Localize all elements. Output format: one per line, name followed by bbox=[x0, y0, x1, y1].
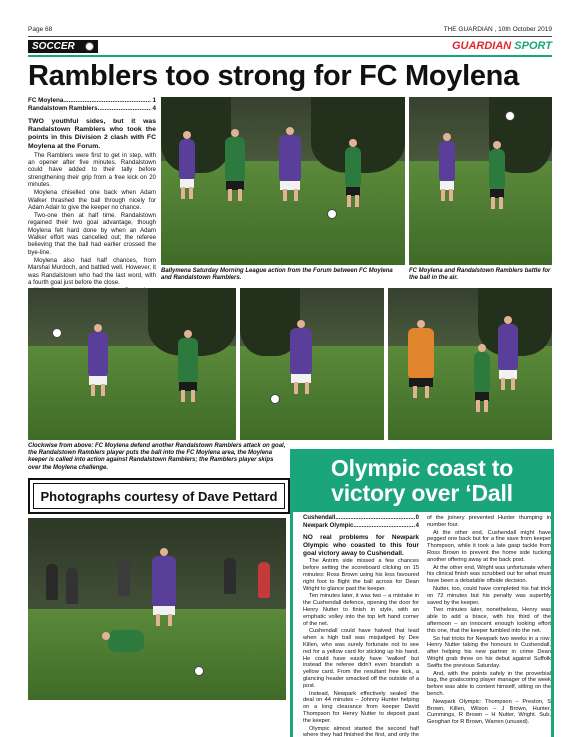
team-score: 4 bbox=[152, 105, 156, 112]
second-story-column-left bbox=[303, 515, 419, 737]
team-score: 4 bbox=[415, 522, 419, 529]
main-story-column bbox=[28, 97, 156, 309]
photo-caption-row: Clockwise from above: FC Moylena defend another Randalstown Ramblers attack on goal, the Randalstown Ramblers player puts the ball into the FC Moylena area, the Moylena keeper is called into action against Randalstown Ramblers; the Ramblers player skips over the Moylena challenge. bbox=[28, 443, 286, 471]
section-tag-label: SOCCER bbox=[32, 41, 75, 52]
story-paragraph: Nutter, too, could have completed his hat trick on 72 minutes but his penalty was superbly saved by the keeper. bbox=[427, 585, 551, 606]
guardian-sport-logo bbox=[452, 40, 552, 52]
match-photo-3 bbox=[28, 288, 236, 440]
story-paragraph: So hat tricks for Newpark two weeks in a row; Henry Nutter taking the honours in Cushendall, after helping his new partner in crime Dean Wright grab three on his debut against Suffolk Swifts the previous Saturday. bbox=[427, 635, 551, 669]
match-photo-1 bbox=[161, 97, 405, 265]
page-number: Page 68 bbox=[28, 26, 53, 33]
second-story-column-right bbox=[427, 515, 551, 726]
football-icon bbox=[85, 42, 94, 51]
second-story-box bbox=[290, 449, 554, 737]
story-paragraph: Olympic almost started the second half where they had finished the first, and only the bbox=[303, 725, 419, 737]
brand-sport: SPORT bbox=[514, 40, 552, 52]
match-photo-2 bbox=[409, 97, 552, 265]
story-paragraph: Moylena also had half chances, from Marshal Murdoch, and battled well. However, it was Randalstown who had the last word, with a fourth goal just before the close. bbox=[28, 256, 156, 286]
team-score: 1 bbox=[152, 97, 156, 104]
story-paragraph: The Ramblers were first to get in step, with an opener after five minutes. Randalstown could have added to their tally before strengthening their grip from a free kick on 20 minutes. bbox=[28, 151, 156, 188]
score-line bbox=[303, 523, 419, 531]
story-paragraph: Newpark Olympic: Thompson – Preston, S Brown, Killen, Wilson – J Brown, Hunter, Cummings, R Brown – H Nutter, Wright. Sub, Geoghan for R Brown, Warren (unused). bbox=[427, 698, 551, 726]
score-line bbox=[28, 105, 156, 113]
match-photo-6 bbox=[28, 518, 286, 700]
story-paragraph: Cushendall could have halved that lead when a high ball was misjudged by Dee Killen, who was surely fortunate not to see red for a yellow card for sticking up his hand. He could have easily have 'walked' but instead the referee didn't even brandish a yellow card. From the resultant free kick, a glancing header smacked off the outside of a post. bbox=[303, 628, 419, 689]
story-paragraph: And, with the points safely in the proverbial bag, the goalscoring player manager of the week before was able to content himself, sitting on the bench. bbox=[427, 670, 551, 697]
score-line bbox=[303, 515, 419, 523]
photo-caption-2: FC Moylena and Randalstown Ramblers battle for the ball in the air. bbox=[409, 268, 551, 282]
main-headline: Ramblers too strong for FC Moylena bbox=[28, 60, 519, 92]
photo-caption-1: Ballymena Saturday Morning League action from the Forum between FC Moylena and Randalstown Ramblers. bbox=[161, 268, 393, 282]
top-bar bbox=[28, 24, 552, 36]
photo-credit-box bbox=[28, 478, 290, 514]
brand-guardian: GUARDIAN bbox=[451, 40, 512, 52]
team-name: Newpark Olympic bbox=[303, 522, 354, 529]
story-paragraph: of the joinery prevented Hunter thumping in number four. bbox=[427, 515, 551, 528]
match-photo-4 bbox=[240, 288, 384, 440]
second-headline: Olympic coast to victory over ‘Dall bbox=[293, 452, 551, 512]
story-paragraph: At the other end, Cushendall might have pegged one back but for a fine save from keeper Thompson, while it took a late gasp tackle from Ross Brown to prevent the home side tucking another offering away at the back post. bbox=[427, 529, 551, 563]
top-rule bbox=[28, 36, 552, 37]
story-lead: NO real problems for Newpark Olympic who coasted to this four goal victory away to Cushendall. bbox=[303, 534, 419, 557]
team-name: Randalstown Ramblers bbox=[28, 105, 98, 112]
story-paragraph: Two-one then at half time. Randalstown regained their two goal advantage, though Moylena felt hard done by when an Adam Walker effort was cancelled out; the referee believing that the ball had earlier crossed the bye-line. bbox=[28, 212, 156, 256]
story-paragraph: Two minutes later, nonetheless, Henry was able to add a brace, with his third of the afternoon – an innocent enough looking effort this one, that the keeper fumbled into the net. bbox=[427, 607, 551, 634]
section-tag bbox=[28, 40, 98, 53]
brand-rule bbox=[28, 55, 552, 57]
photo-credit: Photographs courtesy of Dave Pettard bbox=[33, 483, 285, 509]
score-line bbox=[28, 97, 156, 105]
story-paragraph: The Antrim side missed a few chances before setting the scoreboard clicking on 15 minutes: Ross Brown using his less favoured right foot to flight the ball across for Dean Wright to glance past the keeper. bbox=[303, 558, 419, 592]
story-lead: TWO youthful sides, but it was Randalstown Ramblers who took the points in this Division 2 clash with FC Moylena at the Forum. bbox=[28, 118, 156, 150]
paper-date: THE GUARDIAN , 10th October 2019 bbox=[443, 26, 552, 33]
story-paragraph: Moylena chiselled one back when Adam Walker thrashed the ball through nicely for Adam Adair to give the keeper no chance. bbox=[28, 189, 156, 211]
match-photo-5 bbox=[388, 288, 552, 440]
story-paragraph: At the other end, Wright was unfortunate when his clinical finish was scrubbed out for what must have been a debatable offside decision. bbox=[427, 564, 551, 585]
story-paragraph: Instead, Newpark effectively sealed the deal on 44 minutes – Johnny Hunter helping on a long clearance from keeper David Thompson for Henry Nutter to deposit past the keeper. bbox=[303, 690, 419, 724]
team-name: FC Moylena bbox=[28, 97, 64, 104]
team-score: 0 bbox=[415, 515, 419, 521]
team-name: Cushendall bbox=[303, 515, 336, 521]
story-paragraph: Ten minutes later, it was two – a mistake in the Cushendall defence, opening the door for Henry Nutter to finish in style, with an emphatic volley into the top left hand corner of the net. bbox=[303, 593, 419, 627]
